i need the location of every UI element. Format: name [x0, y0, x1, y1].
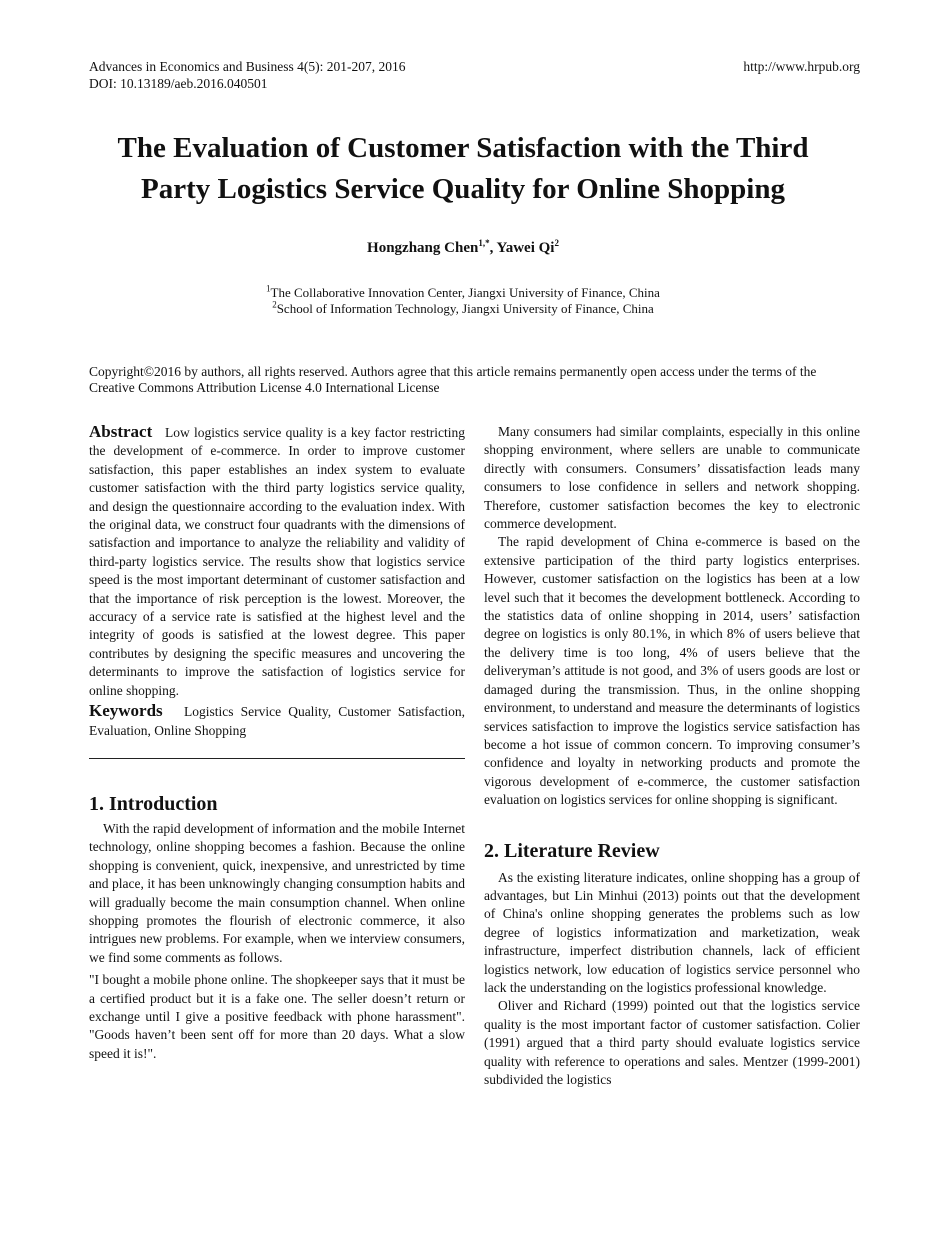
- keywords: [89, 702, 465, 740]
- section-2-heading: 2. Literature Review: [484, 839, 660, 862]
- consumer-quote: "I bought a mobile phone online. The shopkeeper says that it must be a certified product but it is a fake one. The seller doesn’t return or exchange until I give a positive feedback with phone harassment". "Goods haven’t been sent off for more than 20 days. What a slow speed it is!".: [89, 972, 465, 1061]
- abstract-text: Low logistics service quality is a key factor restricting the development of e-commerce. In order to improve customer satisfaction, this paper establishes an index system to evaluate customer satisfaction with the third party logistics service quality, and design the questionnaire according to the evaluation index. With the original data, we construct four quadrants with the dimensions of satisfaction and importance to analyze the reliability and validity of third-party logistics service. The results show that logistics service speed is the most important determinant of customer satisfaction and that the importance of risk perception is the lowest. Moreover, the accuracy of a service rate is satisfied at the highest level and the integrity of goods is satisfied at the lowest degree. This paper contributes by designing the specific measures and uncovering the determinants to improve the satisfaction of logistics service for online shopping.: [89, 425, 465, 698]
- affiliation-1-mark: 1: [266, 283, 271, 294]
- author-1: Hongzhang Chen: [367, 240, 479, 256]
- journal-url[interactable]: http://www.hrpub.org: [743, 59, 860, 74]
- author-2-affil-mark: 2: [554, 238, 559, 248]
- affiliation-2: [0, 301, 926, 317]
- abstract: [89, 423, 465, 700]
- author-1-affil-mark: 1,*: [478, 238, 490, 248]
- abstract-heading: Abstract: [89, 422, 153, 441]
- section-1-heading: 1. Introduction: [89, 792, 218, 815]
- doi: DOI: 10.13189/aeb.2016.040501: [89, 76, 268, 91]
- affiliation-1-text: The Collaborative Innovation Center, Jiangxi University of Finance, China: [270, 285, 660, 300]
- affiliation-2-mark: 2: [272, 299, 277, 310]
- author-2: Yawei Qi: [496, 240, 555, 256]
- lit-paragraph-2: Oliver and Richard (1999) pointed out that the logistics service quality is the most important factor of customer satisfaction. Colier (1991) argued that a third party should evaluate logistics service quality with reference to operations and sales. Mentzer (1999-2001) subdivided the logistics: [484, 998, 860, 1087]
- right-column: [484, 423, 860, 1089]
- copyright-notice: Copyright©2016 by authors, all rights reserved. Authors agree that this article remains permanently open access under the terms of the Creative Commons Attribution License 4.0 International License: [89, 364, 817, 395]
- title-line-2: Party Logistics Service Quality for Online Shopping: [141, 173, 785, 205]
- affiliation-2-text: School of Information Technology, Jiangxi University of Finance, China: [276, 301, 654, 316]
- author-list: [0, 240, 926, 257]
- intro-paragraph-2: Many consumers had similar complaints, especially in this online shopping environment, where sellers are unable to communicate directly with consumers. Consumers’ dissatisfaction leads many consumers to lose confidence in sellers and network shopping. Therefore, customer satisfaction becomes the key to electronic commerce development.: [484, 424, 860, 532]
- title-line-1: The Evaluation of Customer Satisfaction with the Third: [117, 132, 809, 164]
- journal-header: [89, 58, 405, 92]
- paper-title: [60, 128, 866, 210]
- affiliations: [0, 285, 926, 317]
- keywords-text: Logistics Service Quality, Customer Satisfaction, Evaluation, Online Shopping: [89, 704, 466, 738]
- lit-paragraph-1: As the existing literature indicates, online shopping has a group of advantages, but Lin Minhui (2013) points out that the development of China's online shopping generates the problems such as low degree of logistics informatization and marketization, weak infrastructure, imperfect distribution channels, lack of efficient logistics network, low education of logistics service personnel who lack the understanding on the logistics professional knowledge.: [484, 869, 860, 995]
- intro-paragraph-3: The rapid development of China e-commerce is based on the extensive participation of the third party logistics enterprises. However, customer satisfaction on the logistics has been at a low level such that it becomes the development bottleneck. According to the statistics data of online shopping in 2014, users’ satisfaction degree on logistics is only 80.1%, in which 8% of users believe that the delivery time is too long, 4% of users believe that the deliveryman’s attitude is not good, and 3% of users goods are lost or damaged during the transmission. Thus, in the online shopping environment, to understand and measure the determinants of logistics services satisfaction to improve the logistics service satisfaction has become a hot issue of common concern. To improving consumer’s confidence and loyalty in networking products and promote the vigorous development of e-commerce, the customer satisfaction evaluation on logistics services for online shopping is significant.: [484, 534, 860, 808]
- affiliation-1: [0, 285, 926, 301]
- journal-citation: Advances in Economics and Business 4(5): 201-207, 2016: [89, 59, 406, 74]
- intro-paragraph-1: With the rapid development of information and the mobile Internet technology, online shopping becomes a fashion. Because the online shopping is convenient, quick, inexpensive, and unrestricted by time and place, it has been unknowingly changing consumption habits and will gradually become the main consumption channel. When online shopping promotes the flourish of electronic commerce, it also intrigues new problems. For example, when we interview consumers, we find some comments as follows.: [89, 820, 465, 965]
- keywords-heading: Keywords: [89, 701, 163, 721]
- left-column: [89, 423, 465, 1063]
- section-divider: [89, 758, 465, 759]
- author-separator: ,: [489, 240, 497, 256]
